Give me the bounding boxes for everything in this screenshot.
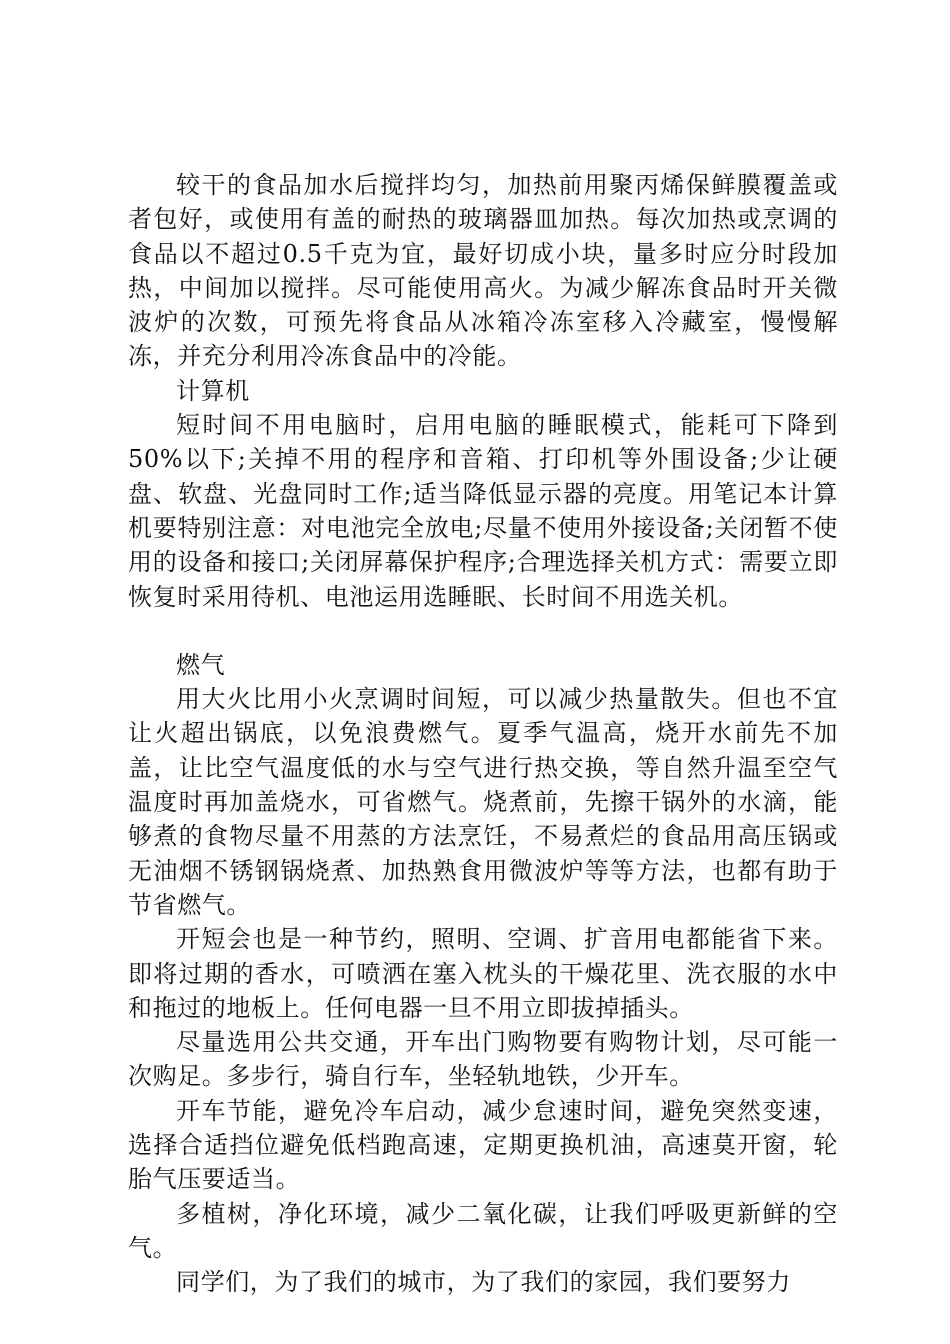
document-page — [128, 168, 838, 1300]
paragraph-microwave: 较干的食品加水后搅拌均匀，加热前用聚丙烯保鲜膜覆盖或者包好，或使用有盖的耐热的玻璃器皿加热。每次加热或烹调的食品以不超过0.5千克为宜，最好切成小块，量多时应分时段加热，中间加以搅拌。尽可能使用高火。为减少解冻食品时开关微波炉的次数，可预先将食品从冰箱冷冻室移入冷藏室，慢慢解冻，并充分利用冷冻食品中的冷能。 — [128, 171, 838, 371]
heading-computer: 计算机 — [176, 376, 250, 405]
paragraph-trees: 多植树，净化环境，减少二氧化碳，让我们呼吸更新鲜的空气。 — [128, 1199, 838, 1262]
paragraph-computer: 短时间不用电脑时，启用电脑的睡眠模式，能耗可下降到50%以下;关掉不用的程序和音箱、打印机等外围设备;少让硬盘、软盘、光盘同时工作;适当降低显示器的亮度。用笔记本计算机要特别注意：对电池完全放电;尽量不使用外接设备;关闭暂不使用的设备和接口;关闭屏幕保护程序;合理选择关机方式：需要立即恢复时采用待机、电池运用选睡眠、长时间不用选关机。 — [128, 411, 838, 611]
paragraph-transport: 尽量选用公共交通，开车出门购物要有购物计划，尽可能一次购足。多步行，骑自行车，坐轻轨地铁，少开车。 — [128, 1028, 838, 1091]
paragraph-meetings: 开短会也是一种节约，照明、空调、扩音用电都能省下来。即将过期的香水，可喷洒在塞入枕头的干燥花里、洗衣服的水中和拖过的地板上。任何电器一旦不用立即拔掉插头。 — [128, 925, 838, 1022]
paragraph-gas: 用大火比用小火烹调时间短，可以减少热量散失。但也不宜让火超出锅底，以免浪费燃气。夏季气温高，烧开水前先不加盖，让比空气温度低的水与空气进行热交换，等自然升温至空气温度时再加盖烧水，可省燃气。烧煮前，先擦干锅外的水滴，能够煮的食物尽量不用蒸的方法烹饪，不易煮烂的食品用高压锅或无油烟不锈钢锅烧煮、加热熟食用微波炉等等方法，也都有助于节省燃气。 — [128, 685, 838, 919]
heading-gas: 燃气 — [176, 650, 226, 679]
blank-line — [128, 614, 838, 648]
paragraph-closing: 同学们，为了我们的城市，为了我们的家园，我们要努力 — [176, 1268, 791, 1297]
paragraph-driving: 开车节能，避免冷车启动，减少怠速时间，避免突然变速，选择合适挡位避免低档跑高速，定期更换机油，高速莫开窗，轮胎气压要适当。 — [128, 1096, 838, 1194]
